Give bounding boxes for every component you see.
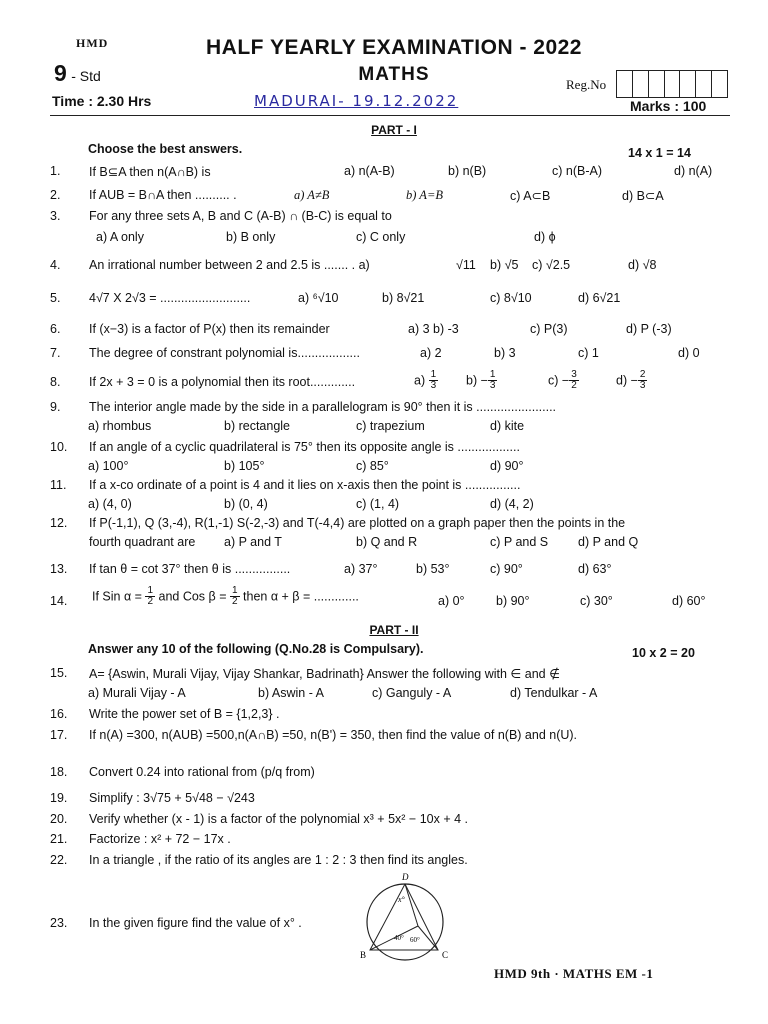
question-20: 20. Verify whether (x - 1) is a factor of the polynomial x³ + 5x² − 10x + 4 .: [50, 812, 468, 826]
org-label: HMD: [76, 36, 109, 50]
question-17: 17. If n(A) =300, n(AUB) =500,n(A∩B) =50, n(B') = 350, then find the value of n(B) and n(U).: [50, 728, 578, 742]
std-number: 9: [54, 60, 67, 86]
part-2-heading: PART - II: [369, 623, 419, 637]
question-23: 23. In the given figure find the value of x° .: [50, 916, 302, 930]
question-8: 8. If 2x + 3 = 0 is a polynomial then its root............. a) $\frac{1}{3}$ b) − $\frac{1}{3}$ c) − $\frac{3}{2}$ d) − $\frac{2}{3}$: [50, 369, 646, 391]
exam-title: HALF YEARLY EXAMINATION - 2022: [206, 36, 582, 59]
part-1-heading: PART - I: [371, 123, 417, 137]
question-2: 2. If AUB = B∩A then .......... . a) A≠B b) A=B c) A⊂B d) B⊂A: [50, 188, 664, 203]
question-10: 10. If an angle of a cyclic quadrilateral is 75° then its opposite angle is ..................: [50, 440, 520, 454]
question-3: 3. For any three sets A, B and C (A-B) ∩ (B-C) is equal to: [50, 209, 392, 223]
question-12: 12. If P(-1,1), Q (3,-4), R(1,-1) S(-2,-3) and T(-4,4) are plotted on a graph paper then the points in the: [50, 516, 626, 530]
time-label: Time : 2.30 Hrs: [52, 93, 152, 109]
question-4: 4. An irrational number between 2 and 2.5 is ....... . a) √11 b) √5 c) √2.5 d) √8: [50, 258, 657, 272]
fig-label-b: 60°: [410, 936, 420, 944]
marks-label: Marks : 100: [630, 98, 707, 114]
header-divider: [50, 115, 730, 116]
fig-label-a: 40°: [394, 934, 404, 942]
question-15-options: a) Murali Vijay - A b) Aswin - A c) Ganguly - A d) Tendulkar - A: [88, 686, 598, 700]
part-2-score: 10 x 2 = 20: [632, 646, 695, 660]
question-5: 5. 4√7 X 2√3 = .......................... a) ⁶√10 b) 8√21 c) 8√10 d) 6√21: [50, 291, 621, 305]
question-22: 22. In a triangle , if the ratio of its angles are 1 : 2 : 3 then find its angles.: [50, 853, 468, 867]
part-1-score: 14 x 1 = 14: [628, 146, 691, 160]
subject-title: MATHS: [358, 64, 430, 85]
question-16: 16. Write the power set of B = {1,2,3} .: [50, 707, 280, 721]
question-14: 14. If Sin α = $\frac{1}{2}$ and Cos β = $\frac{1}{2}$ then α + β = ............. a) 0° b) 90° c) 30° d) 60°: [50, 585, 706, 608]
question-12-line-2: fourth quadrant are a) P and T b) Q and R c) P and S d) P and Q: [89, 535, 639, 549]
question-1: 1. If B⊆A then n(A∩B) is a) n(A-B) b) n(B) c) n(B-A) d) n(A): [50, 164, 713, 179]
page-footer: HMD 9th · MATHS EM -1: [494, 966, 654, 981]
fig-label-left: B: [360, 950, 367, 960]
question-13: 13. If tan θ = cot 37° then θ is ................ a) 37° b) 53° c) 90° d) 63°: [50, 562, 612, 576]
fig-label-right: C: [442, 950, 449, 960]
question-19: 19. Simplify : 3√75 + 5√48 − √243: [50, 791, 255, 805]
question-7: 7. The degree of constrant polynomial is.................. a) 2 b) 3 c) 1 d) 0: [50, 346, 700, 360]
question-11: 11. If a x-co ordinate of a point is 4 and it lies on x-axis then the point is ................: [50, 478, 521, 492]
question-18: 18. Convert 0.24 into rational from (p/q from): [50, 765, 315, 779]
reg-no-label: Reg.No: [566, 77, 607, 92]
circle-figure: [350, 868, 460, 964]
fig-label-x: x°: [398, 895, 405, 904]
fig-label-top: D: [402, 872, 409, 882]
part-2-instruction: Answer any 10 of the following (Q.No.28 is Compulsary).: [88, 642, 424, 656]
part-1-instruction: Choose the best answers.: [88, 142, 243, 156]
question-21: 21. Factorize : x² + 72 − 17x .: [50, 832, 231, 846]
question-6: 6. If (x−3) is a factor of P(x) then its remainder a) 3 b) -3 c) P(3) d) P (-3): [50, 322, 672, 336]
question-9-options: a) rhombus b) rectangle c) trapezium d) kite: [88, 419, 525, 433]
question-9: 9. The interior angle made by the side in a parallelogram is 90° then it is .......................: [50, 400, 557, 414]
question-15: 15. A= {Aswin, Murali Vijay, Vijay Shankar, Badrinath} Answer the following with ∈ and ∉: [50, 666, 560, 681]
std-text: - Std: [71, 68, 101, 84]
question-3-options: a) A only b) B only c) C only d) ϕ: [96, 230, 556, 244]
question-10-options: a) 100° b) 105° c) 85° d) 90°: [88, 459, 524, 473]
question-11-options: a) (4, 0) b) (0, 4) c) (1, 4) d) (4, 2): [88, 497, 534, 511]
handwritten-place-date: MADURAI- 19.12.2022: [254, 92, 459, 110]
reg-no-boxes: [616, 70, 728, 98]
